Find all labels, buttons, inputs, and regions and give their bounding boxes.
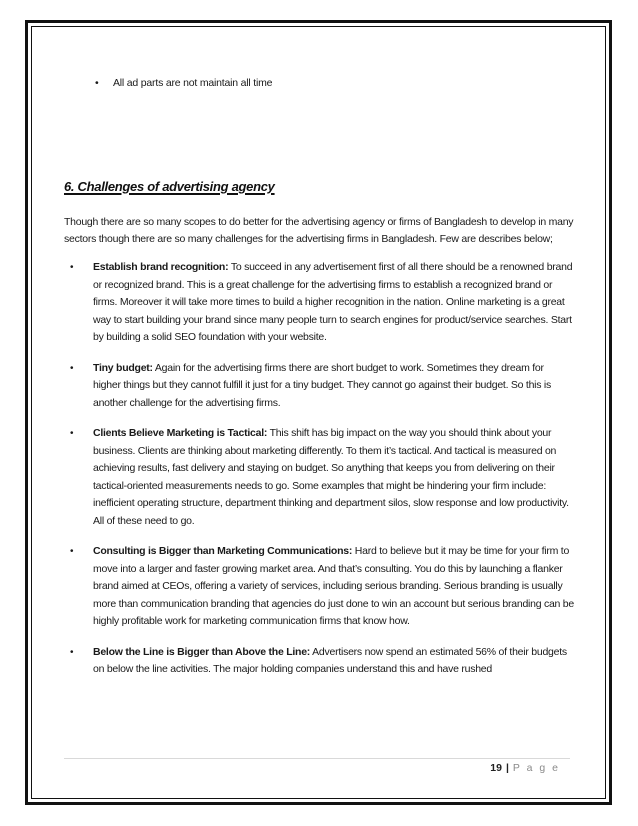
list-item: [64, 543, 574, 631]
top-bullet-item: [64, 75, 574, 91]
list-item: [64, 644, 574, 679]
item-title: Clients Believe Marketing is Tactical:: [93, 427, 268, 439]
page-separator: |: [505, 762, 509, 774]
item-text: This shift has big impact on the way you should think about your business. Clients are thinking about marketing differently. To them it’s tactical. And tactical is measured on achieving results, fast delivery and staying on budget. So anything that keeps you from delivering on their tactical-oriented measurements needs to go. Some examples that might be hindering your firm include: inefficient operating structure, department thinking and department silos, slow response and low productivity. All of these need to go.: [93, 427, 569, 527]
list-item: [64, 259, 574, 347]
list-item: [64, 425, 574, 530]
footer-divider: [64, 758, 570, 759]
page-number: 19: [490, 762, 502, 774]
top-bullet-text: All ad parts are not maintain all time: [113, 77, 273, 89]
item-title: Below the Line is Bigger than Above the Line:: [93, 645, 311, 658]
item-text: Hard to believe but it may be time for your firm to move into a larger and faster growing market area. And that’s consulting. You do this by launching a flanker brand aimed at CEOs, offering a variety of services, including serious branding. Serious branding is usually more than communication branding that agencies do just done to win an account but serious branding can be highly profitable work for marketing communication firms that know how.: [93, 545, 574, 627]
item-title: Tiny budget:: [93, 361, 153, 374]
bullet-icon: •: [70, 262, 74, 273]
page-number-footer: [490, 762, 560, 774]
document-body: [64, 75, 574, 692]
bullet-icon: •: [70, 646, 74, 658]
item-text: Advertisers now spend an estimated 56% of their budgets on below the line activities. The major holding companies understand this and have rushed: [93, 645, 567, 675]
intro-paragraph: Though there are so many scopes to do better for the advertising agency or firms of Bangladesh to develop in many sectors though there are so many challenges for the advertising firms in Bangladesh. Few are describes below;: [64, 216, 574, 245]
item-text: Again for the advertising firms there are short budget to work. Sometimes they dream for higher things but they cannot fulfill it just for a tiny budget. They cannot go against their budget. So this is another challenge for the advertising firms.: [93, 361, 552, 409]
item-title: Establish brand recognition:: [93, 261, 229, 273]
bullet-icon: •: [95, 77, 99, 89]
bullet-icon: •: [70, 428, 74, 439]
page-word: P a g e: [512, 762, 560, 774]
section-heading: 6. Challenges of advertising agency: [64, 179, 275, 194]
challenges-list: [64, 259, 574, 679]
item-text: To succeed in any advertisement first of all there should be a renowned brand or recognized brand. This is a great challenge for the advertising firms to establish a recognized brand or firms. Moreover it will take more times to build a higher recognition in the nation. Online marketing is a great way to start building your brand since many people turn to search engines for product/service searches. Start by building a solid SEO foundation with your website.: [93, 261, 573, 343]
bullet-icon: •: [70, 546, 74, 557]
item-title: Consulting is Bigger than Marketing Communications:: [93, 545, 353, 557]
list-item: [64, 360, 574, 413]
bullet-icon: •: [70, 362, 74, 374]
